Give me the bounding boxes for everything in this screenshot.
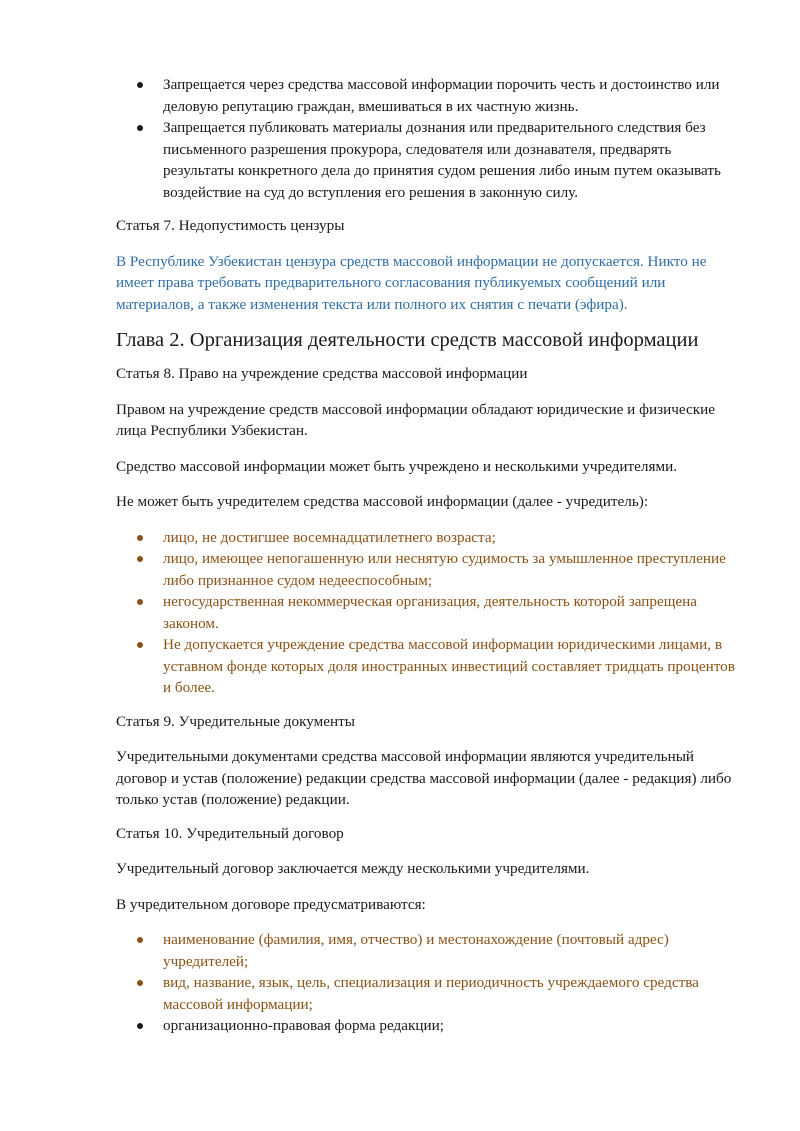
article-10-paragraph-1: Учредительный договор заключается между несколькими учредителями. (116, 860, 590, 877)
article-7-text: В Республике Узбекистан цензура средств массовой информации не допускается. Никто не имеет права требовать предварительного согласования публикуемых сообщений или материалов, а также изменения текста или полного их снятия с печати (эфира). (116, 252, 707, 313)
list-item-text: организационно-правовая форма редакции; (163, 1017, 444, 1034)
list-item-text: лицо, не достигшее восемнадцатилетнего возраста; (163, 528, 496, 546)
bullet-icon (137, 535, 143, 541)
list-item-text: Запрещается публиковать материалы дознания или предварительного следствия без письменного разрешения прокурора, следователя или дознавателя, предварять результаты конкретного дела до принятия судом решения либо иным путем оказывать воздействие на суд до вступления его решения в законную силу. (163, 119, 721, 201)
bullet-icon (137, 980, 143, 986)
list-item-text: лицо, имеющее непогашенную или неснятую судимость за умышленное преступление либо признанное судом недееспособным; (163, 550, 726, 589)
chapter-2-heading: Глава 2. Организация деятельности средств массовой информации (116, 329, 699, 351)
list-item (116, 591, 746, 634)
article-9-paragraph-1: Учредительными документами средства массовой информации являются учредительный договор и устав (положение) редакции средства массовой информации (далее - редакция) либо только устав (положение) редакции. (116, 748, 732, 808)
list-item (116, 972, 746, 1015)
bullet-icon (137, 642, 143, 648)
bullet-icon (137, 82, 143, 88)
bullet-icon (137, 556, 143, 562)
list-item-text: вид, название, язык, цель, специализация и периодичность учреждаемого средства массовой информации; (163, 974, 699, 1013)
bullet-icon (137, 599, 143, 605)
list-item (116, 634, 746, 699)
article-8-paragraph-3: Не может быть учредителем средства массовой информации (далее - учредитель): (116, 493, 649, 510)
list-item (116, 929, 746, 972)
founder-restrictions-list (116, 527, 746, 699)
list-item (116, 74, 746, 117)
prohibitions-list (116, 74, 746, 203)
list-item-text: Запрещается через средства массовой информации порочить честь и достоинство или деловую репутацию граждан, вмешиваться в их частную жизнь. (163, 76, 720, 115)
document-page (116, 74, 746, 1037)
bullet-icon (137, 125, 143, 131)
list-item (116, 527, 746, 549)
founding-agreement-list (116, 929, 746, 1037)
article-10-paragraph-2: В учредительном договоре предусматриваются: (116, 895, 426, 913)
list-item (116, 548, 746, 591)
article-10-title: Статья 10. Учредительный договор (116, 824, 344, 842)
list-item-text: Не допускается учреждение средства массовой информации юридическими лицами, в уставном фонде которых доля иностранных инвестиций составляет тридцать процентов и более. (163, 636, 735, 696)
article-8-paragraph-1: Правом на учреждение средств массовой информации обладают юридические и физические лица Республики Узбекистан. (116, 400, 715, 439)
article-7-title: Статья 7. Недопустимость цензуры (116, 217, 345, 234)
article-8-paragraph-2: Средство массовой информации может быть учреждено и несколькими учредителями. (116, 457, 678, 475)
article-9-title: Статья 9. Учредительные документы (116, 712, 355, 730)
bullet-icon (137, 1023, 143, 1029)
bullet-icon (137, 937, 143, 943)
list-item (116, 117, 746, 203)
list-item (116, 1015, 746, 1037)
article-8-title: Статья 8. Право на учреждение средства массовой информации (116, 365, 528, 382)
list-item-text: наименование (фамилия, имя, отчество) и местонахождение (почтовый адрес) учредителей; (163, 931, 669, 970)
list-item-text: негосударственная некоммерческая организация, деятельность которой запрещена законом. (163, 593, 698, 632)
